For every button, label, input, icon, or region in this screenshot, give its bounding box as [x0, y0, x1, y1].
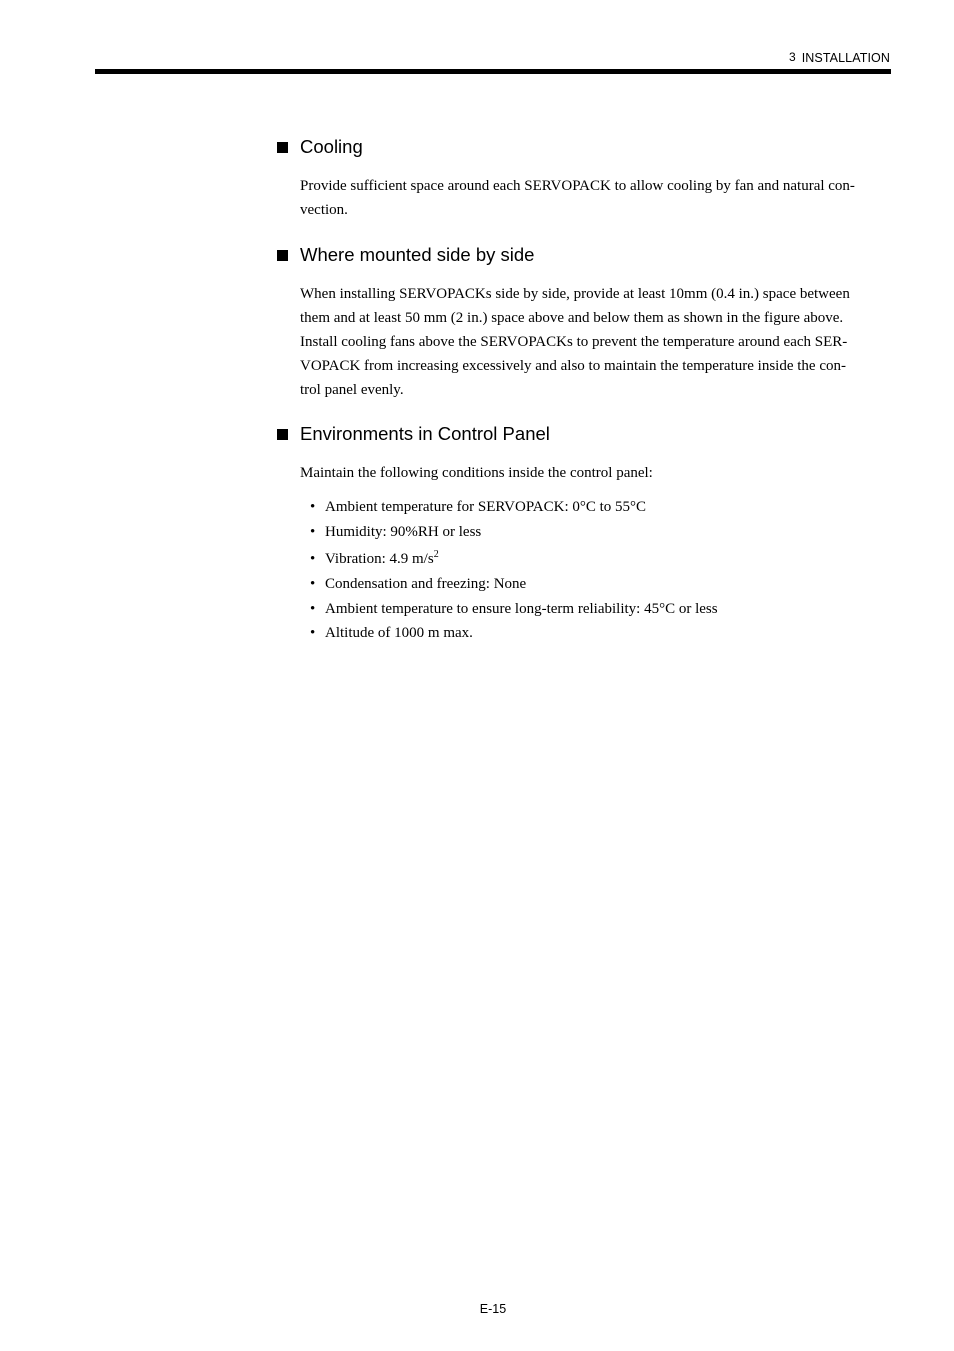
list-item-text: Condensation and freezing: None [325, 576, 527, 593]
list-item-text: Ambient temperature for SERVOPACK: 0°C to 55°C [325, 499, 647, 515]
square-bullet-icon [277, 142, 288, 153]
paragraph-environments [300, 461, 892, 485]
text-line: VOPACK from increasing excessively and also to maintain the temperature inside the con- [300, 358, 846, 374]
text-line: Install cooling fans above the SERVOPACKs to prevent the temperature around each SER- [300, 334, 848, 350]
text-line: trol panel evenly. [300, 382, 404, 398]
chapter-number: 3 [788, 50, 796, 64]
text-line: When installing SERVOPACKs side by side, provide at least 10mm (0.4 in.) space between [300, 286, 850, 302]
list-item: • Ambient temperature for SERVOPACK: 0°C to 55°C [310, 499, 647, 515]
page-header [789, 51, 890, 65]
exponent: 2 [433, 549, 439, 561]
text-line: Provide sufficient space around each SERVOPACK to allow cooling by fan and natural con- [300, 178, 855, 194]
list-item-text: Altitude of 1000 m max. [325, 625, 473, 642]
section-heading-text: Cooling [300, 136, 363, 157]
list-item-text: Vibration: 4.9 m/s [325, 551, 434, 568]
list-item-text: Humidity: 90%RH or less [325, 523, 482, 540]
list-item: • Altitude of 1000 m max. [310, 625, 473, 642]
list-item-text: Ambient temperature to ensure long-term reliability: 45°C or less [325, 600, 718, 617]
section-heading-environments [277, 423, 550, 445]
text-line: Maintain the following conditions inside the control panel: [300, 465, 653, 481]
list-item: • Vibration: 4.9 $m/s^2$ [310, 549, 439, 568]
square-bullet-icon [277, 429, 288, 440]
text-line: vection. [300, 202, 348, 218]
list-item: • Ambient temperature to ensure long-term reliability: 45°C or less [310, 600, 718, 617]
section-heading-cooling [277, 136, 363, 158]
section-heading-text: Where mounted side by side [300, 244, 535, 265]
section-heading-text: Environments in Control Panel [300, 423, 550, 444]
square-bullet-icon [277, 250, 288, 261]
paragraph-cooling [300, 174, 892, 222]
list-item: • Condensation and freezing: None [310, 576, 527, 593]
text-line: them and at least 50 mm (2 in.) space above and below them as shown in the figure above. [300, 310, 844, 326]
page-number: E-15 [479, 1302, 507, 1316]
chapter-title: INSTALLATION [801, 51, 890, 65]
list-item: • Humidity: 90%RH or less [310, 523, 482, 540]
conditions-list [310, 496, 718, 647]
section-heading-side-by-side [277, 244, 534, 266]
header-rule [95, 69, 891, 74]
paragraph-side-by-side [300, 282, 892, 402]
